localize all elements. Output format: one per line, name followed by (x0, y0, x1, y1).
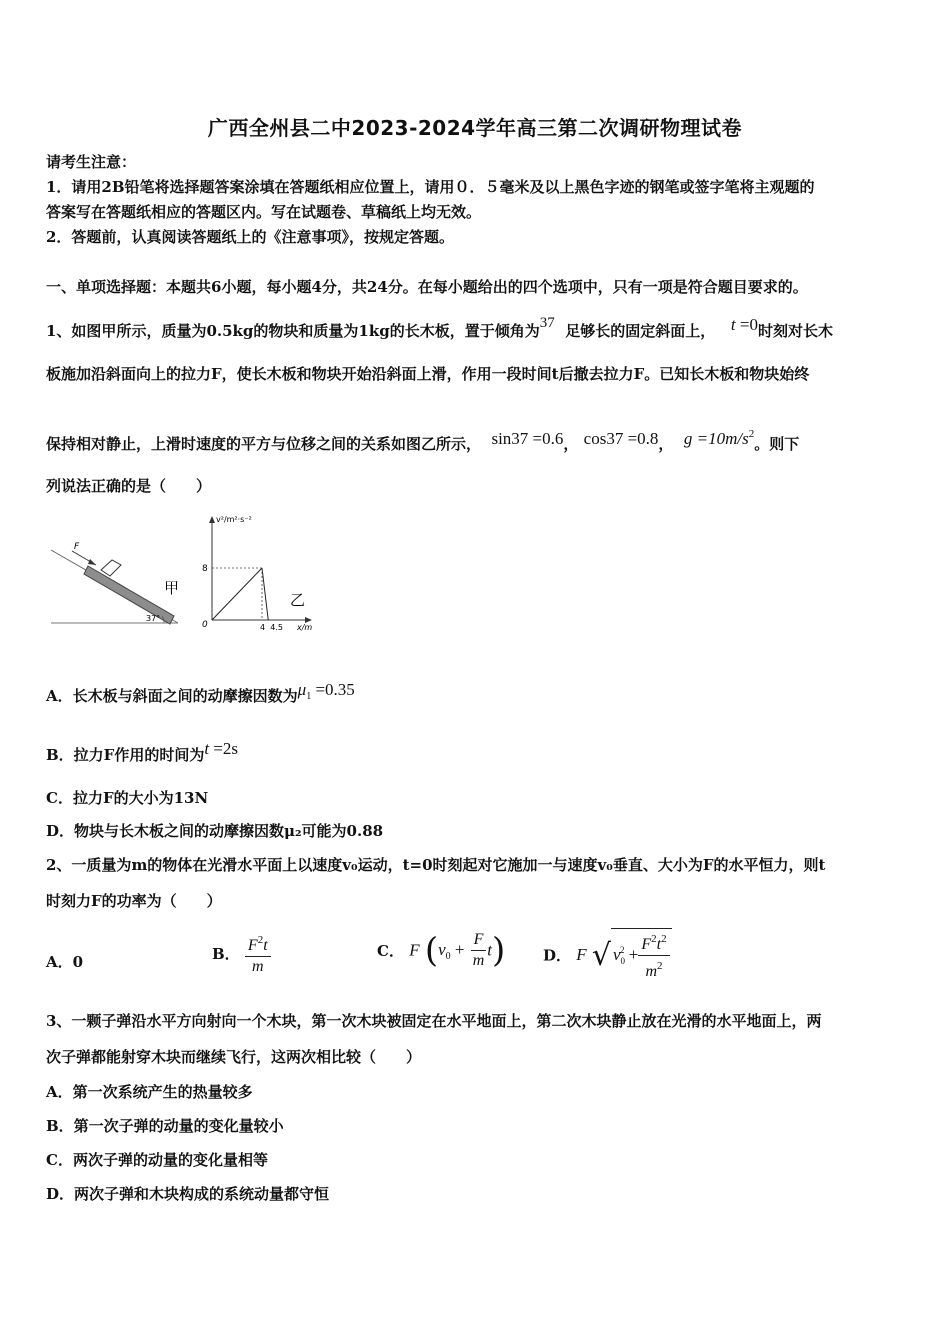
q2-option-d-math: F (576, 945, 587, 964)
long-board (84, 566, 174, 624)
q3-line-1: 3、一颗子弹沿水平方向射向一个木块，第一次木块被固定在水平地面上，第二次木块静止放在光滑的水平地面上，两 (46, 1012, 822, 1030)
q1-sep-1: ， (563, 435, 579, 453)
q2-option-b (212, 930, 271, 977)
section-heading: 一、单项选择题：本题共6小题，每小题4分，共24分。在每小题给出的四个选项中，只有一项是符合题目要求的。 (46, 278, 808, 296)
q3-line-2: 次子弹都能射穿木块而继续飞行，这两次相比较（ ） (46, 1048, 422, 1066)
y-axis-label: v²/m²·s⁻² (216, 515, 252, 524)
q1-sep-2: ， (658, 435, 674, 453)
q1-option-c: C．拉力F的大小为13N (46, 789, 209, 807)
q3-option-c: C．两次子弹的动量的变化量相等 (46, 1151, 268, 1169)
small-block (101, 560, 121, 576)
q2-option-a (46, 951, 83, 972)
chart-marks (202, 564, 283, 632)
figure-jia (48, 538, 198, 630)
q2-option-b-label: B． (212, 945, 240, 963)
q1-option-a-text: A．长木板与斜面之间的动摩擦因数为 (46, 687, 298, 705)
figure-yi-chart (198, 510, 333, 635)
q1-text-b: 足够长的固定斜面上， (565, 322, 716, 340)
data-line-segment (212, 568, 262, 620)
q1-sin: sin37 =0.6 (491, 429, 564, 448)
q1-line-4: 列说法正确的是（ ） (46, 477, 212, 495)
force-arrow-head (88, 559, 96, 565)
q2-line-2: 时刻力F的功率为（ ） (46, 892, 222, 910)
q1-option-d: D．物块与长木板之间的动摩擦因数μ₂可能为0.88 (46, 822, 384, 840)
q2-option-c-label: C． (377, 942, 404, 960)
q1-option-b-math: t =2s (204, 739, 239, 758)
q1-text-c: 时刻对长木 (757, 322, 833, 340)
q2-line-1: 2、一质量为m的物体在光滑水平面上以速度v₀运动，t=0时刻起对它施加一与速度v₀垂直、大小为F的水平恒力，则t (46, 856, 826, 874)
q1-line-3 (46, 424, 799, 454)
q1-g (684, 429, 754, 448)
notice-line-1: 1．请用2B铅笔将选择题答案涂填在答题纸相应位置上，请用０．５毫米及以上黑色字迹的钢笔或签字笔将主观题的 (46, 178, 815, 196)
q2-option-a-value: 0 (72, 953, 84, 971)
q1-line-1 (46, 313, 833, 341)
q2-option-c: C． F ($v_0$ + $\frac{F}{m}$ t) (377, 930, 506, 971)
sqrt-symbol: √ $v_0^2$ + $\frac{F^2t^2}{m^2}$ (592, 928, 672, 982)
notice-line-3: 2．答题前，认真阅读答题纸上的《注意事项》，按规定答题。 (46, 228, 454, 246)
q2-option-d (543, 928, 672, 982)
y-axis-arrow (209, 516, 215, 523)
q1-t0: t =0 (730, 315, 758, 334)
q1-text-3b: 。则下 (754, 435, 800, 453)
notice-line-2: 答案写在答题纸相应的答题区内。写在试题卷、草稿纸上均无效。 (46, 203, 482, 221)
notice-heading: 请考生注意： (46, 153, 137, 171)
q1-option-b (46, 739, 238, 765)
q2-option-a-label: A． (46, 953, 73, 971)
q1-angle: 37 (539, 315, 555, 331)
q2-option-c-math: F (409, 940, 420, 960)
x-axis-label: x/m (297, 623, 313, 632)
q1-option-a (46, 680, 355, 706)
x-tick-label: 4.5 (270, 623, 283, 632)
page-title: 广西全州县二中2023-2024学年高三第二次调研物理试卷 (207, 116, 743, 140)
q3-option-a: A．第一次系统产生的热量较多 (46, 1083, 253, 1101)
x-tick-label: 4 (260, 623, 266, 632)
data-line-segment (262, 568, 268, 620)
q1-text-a: 1、如图甲所示，质量为0.5kg的物块和质量为1kg的长木板，置于倾角为 (46, 322, 540, 340)
figure-jia-label: 甲 (164, 579, 180, 597)
q2-option-d-label: D． (543, 946, 572, 965)
q1-option-b-text: B．拉力F作用的时间为 (46, 746, 205, 764)
q1-g-text: g =10m/s (683, 429, 749, 448)
q1-g-exp: 2 (748, 428, 755, 440)
q1-text-3a: 保持相对静止，上滑时速度的平方与位移之间的关系如图乙所示， (46, 435, 482, 453)
force-label: F (74, 542, 80, 552)
q1-cos: cos37 =0.8 (583, 429, 659, 448)
y-tick-label: 8 (202, 564, 208, 574)
q3-option-b: B．第一次子弹的动量的变化量较小 (46, 1117, 284, 1135)
q2-option-b-fraction: $\frac{F^2t}{m}$ (245, 930, 271, 977)
q1-option-a-math: $\mu_1 =0.35$ (297, 680, 355, 702)
figure-yi-label: 乙 (290, 591, 306, 609)
angle-label: 37° (146, 614, 161, 623)
q3-option-d: D．两次子弹和木块构成的系统动量都守恒 (46, 1185, 330, 1203)
origin-label: 0 (202, 620, 208, 630)
q1-line-2: 板施加沿斜面向上的拉力F，使长木板和物块开始沿斜面上滑，作用一段时间t后撤去拉力F。已知长木板和物块始终 (46, 365, 810, 383)
